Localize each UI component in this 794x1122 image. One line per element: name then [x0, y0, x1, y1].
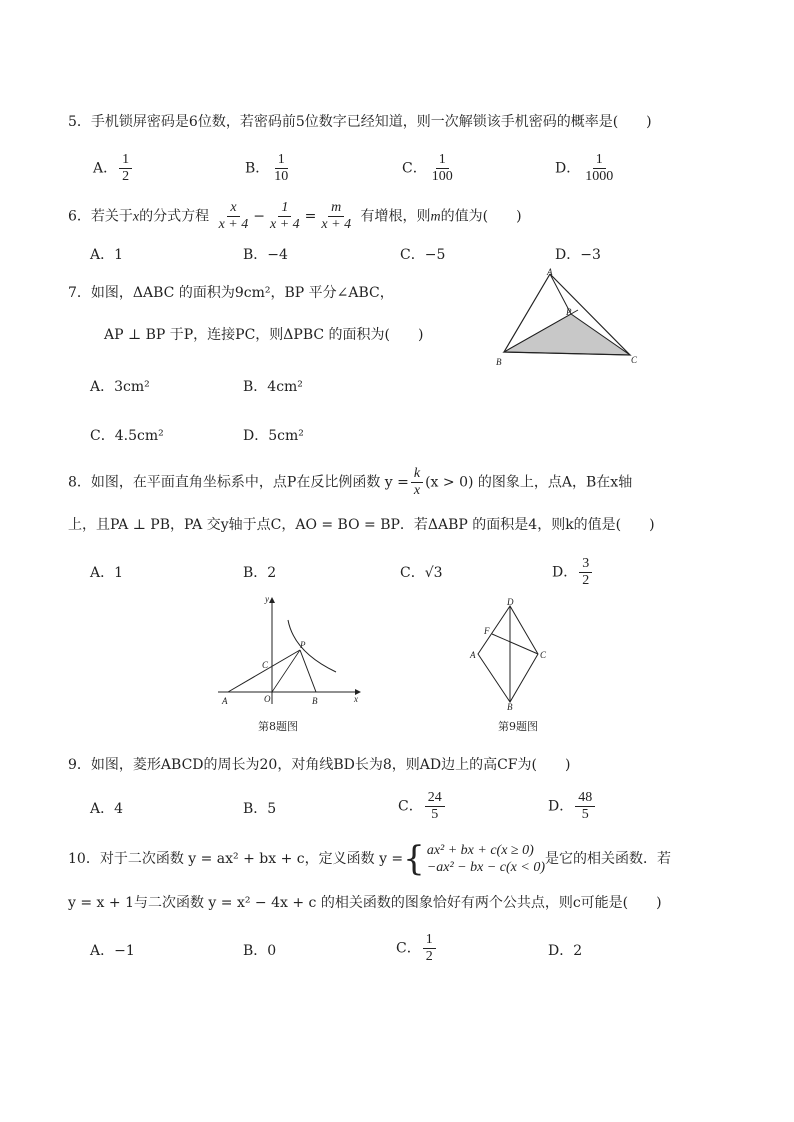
q8-hyperbola-curve: [288, 620, 336, 672]
q6-option-a: A．1: [90, 247, 124, 263]
question-10-line-1: 10．对于二次函数 y = ax² + bx + c，定义函数 y = { ax² + bx + c(x ≥ 0) −ax² − bx − c(x < 0) 是它的相关函数．若: [68, 839, 671, 879]
q7-option-c: C．4.5cm²: [90, 428, 164, 444]
q7-option-a: A．3cm²: [90, 379, 150, 395]
q8-label-p: P: [300, 640, 306, 650]
question-9-text: 9．如图，菱形ABCD的周长为20，对角线BD长为8，则AD边上的高CF为( ): [68, 757, 571, 773]
q7-triangle-figure: [490, 266, 650, 372]
question-7-line-1: 7．如图，ΔABC 的面积为9cm²，BP 平分∠ABC，: [68, 285, 394, 301]
q6-fraction-2: $\frac{1}{x + 4}$: [270, 200, 300, 232]
q7-option-d: D．5cm²: [243, 428, 304, 444]
q6-option-c: C．−5: [400, 247, 446, 263]
question-10-line-2: y = x + 1与二次函数 y = x² − 4x + c 的相关函数的图象恰好有两个公共点，则c可能是( ): [68, 895, 662, 911]
q9-label-c: C: [540, 650, 547, 660]
q9-label-f: F: [484, 626, 490, 636]
q8-option-a: A．1: [90, 565, 124, 581]
q8-segment-op: [272, 650, 300, 692]
q10-option-c: C． $\frac{1}{2}$: [396, 932, 438, 965]
q9-label-a: A: [470, 650, 476, 660]
question-5-text: 5．手机锁屏密码是6位数，若密码前5位数字已经知道，则一次解锁该手机密码的概率是( ): [68, 114, 652, 130]
q5-option-c: C． $\frac{1}{100}$: [402, 152, 453, 184]
q9-option-c: C． $\frac{24}{5}$: [398, 790, 447, 823]
question-7-line-2: AP ⊥ BP 于P，连接PC，则ΔPBC 的面积为( ): [104, 327, 424, 343]
q8-label-o: O: [264, 694, 271, 704]
q5-option-a: A． $\frac{1}{2}$: [93, 152, 134, 185]
q7-option-b: B．4cm²: [243, 379, 303, 395]
q10-option-a: A．−1: [90, 943, 135, 959]
q8-segment-pa: [228, 650, 300, 692]
q9-figure-caption: 第9题图: [498, 720, 538, 733]
q6-fraction-3: $\frac{m}{x + 4}$: [321, 200, 352, 232]
q7-label-b: B: [496, 357, 502, 367]
q7-label-p: P: [566, 307, 572, 317]
q6-option-b: B．−4: [243, 247, 288, 263]
q9-label-b: B: [507, 702, 513, 710]
question-8-line-1: 8．如图，在平面直角坐标系中，点P在反比例函数 y = $\frac{k}{x}$ (x > 0) 的图象上，点A，B在x轴: [68, 466, 633, 498]
q8-option-c: C．√3: [400, 565, 443, 581]
question-6-text: 6．若关于x的分式方程 $\frac{x}{x + 4}$ − $\frac{1}{x + 4}$ = $\frac{m}{x + 4}$ 有增根，则m的值为( ): [68, 200, 522, 232]
q9-rhombus-figure: [466, 598, 556, 710]
q6-option-d: D．−3: [555, 247, 601, 263]
q9-option-a: A．4: [90, 801, 124, 817]
q10-piecewise-function: { ax² + bx + c(x ≥ 0) −ax² − bx − c(x < 0): [403, 839, 545, 879]
q9-label-d: D: [507, 598, 514, 607]
q8-label-a: A: [222, 696, 228, 706]
q10-option-d: D．2: [548, 943, 583, 959]
q8-label-x: x: [354, 694, 358, 704]
q6-fraction-1: $\frac{x}{x + 4}$: [218, 200, 249, 232]
q5-option-b: B． $\frac{1}{10}$: [245, 152, 289, 184]
q8-label-b: B: [312, 696, 318, 706]
q8-option-b: B．2: [243, 565, 277, 581]
q9-height-cf: [492, 634, 538, 654]
q8-coordinate-figure: [210, 590, 370, 710]
q5-option-d: D． $\frac{1}{1000}$: [555, 152, 614, 184]
q7-label-c: C: [631, 355, 638, 365]
q8-label-c: C: [262, 660, 269, 670]
q8-figure-caption: 第8题图: [258, 720, 298, 733]
q8-segment-pb: [300, 650, 316, 692]
q8-option-d: D． $\frac{3}{2}$: [552, 556, 594, 589]
q9-option-d: D． $\frac{48}{5}$: [548, 790, 597, 823]
q8-label-y: y: [265, 594, 269, 604]
q8-fraction-k-over-x: $\frac{k}{x}$: [411, 466, 423, 499]
question-8-line-2: 上，且PA ⊥ PB，PA 交y轴于点C，AO = BO = BP．若ΔABP 的面积是4，则k的值是( ): [68, 517, 655, 533]
q10-option-b: B．0: [243, 943, 277, 959]
q7-label-a: A: [547, 267, 553, 277]
q9-rhombus-abcd: [478, 606, 538, 702]
q9-option-b: B．5: [243, 801, 277, 817]
